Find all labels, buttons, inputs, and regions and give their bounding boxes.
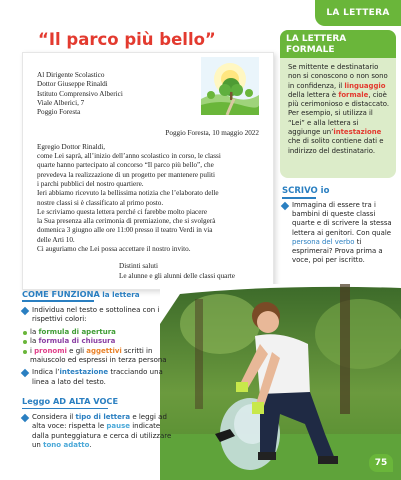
address-line: Al Dirigente Scolastico: [37, 71, 105, 79]
info-box-title: [280, 30, 396, 58]
info-title-line: LA LETTERA: [286, 34, 347, 44]
info-box-formal-letter: [280, 30, 396, 178]
body-line: Ci auguriamo che Lei possa accettare il nostro invito.: [37, 245, 191, 254]
divider: [22, 300, 94, 302]
diamond-bullet-icon: [21, 369, 29, 377]
sub-item: la formula di chiusura: [22, 337, 174, 346]
scrivi-io-title: SCRIVO io: [282, 186, 330, 196]
sub-item: i pronomi e gli aggettivi scritti in maiuscolo ed espressi in terza persona: [22, 347, 174, 366]
address-line: Dottor Giuseppe Rinaldi: [37, 80, 108, 89]
page-title: “Il parco più bello”: [38, 30, 216, 49]
body-line: delle Arti 10.: [37, 235, 75, 244]
sub-item: la formula di apertura: [22, 328, 174, 337]
info-box-text: Se mittente e destinatario non si conoscono o non sono in confidenza, il linguaggio della lettera è formale, cioè più cerimonioso e distaccato. Per esempio, si utilizza il “Lei” e alla lettera si aggiunge un’intestazione che di solito contiene dati e indirizzo del destinatario.: [288, 63, 390, 155]
letter-signature: [119, 262, 265, 281]
exercise-item: Considera il tipo di lettera e leggi ad alta voce: rispetta le pause indicate dalla punteggiatura e cerca di utilizzare un tono adatto.: [22, 413, 174, 451]
divider: [22, 408, 108, 410]
exercise-item: Indica l’intestazione tracciando una linea a lato del testo.: [22, 368, 174, 387]
dot-bullet-icon: [23, 331, 27, 335]
closing-line: Distinti saluti: [119, 262, 158, 271]
info-title-line: FORMALE: [286, 44, 335, 55]
exercise-panel: [22, 290, 174, 454]
body-line: domenica 3 giugno alle ore 11:00 presso il teatro Verdi in via: [37, 226, 213, 235]
letter-date: Poggio Foresta, 10 maggio 2022: [165, 129, 259, 138]
body-line: prevedeva la realizzazione di un progetto per mantenere puliti: [37, 170, 216, 179]
page-number: 75: [369, 454, 393, 472]
dot-bullet-icon: [23, 350, 27, 354]
diamond-bullet-icon: [21, 307, 29, 315]
body-line: Ieri abbiamo ricevuto la bellissima notizia che l’elaborato delle: [37, 189, 219, 198]
diamond-bullet-icon: [281, 202, 289, 210]
diamond-bullet-icon: [21, 414, 29, 422]
come-funziona-title: COME FUNZIONA la lettera: [22, 289, 140, 299]
body-line: nostre classi si è classificato al primo posto.: [37, 198, 164, 207]
body-line: la Sua presenza alla cerimonia di premiazione, che si svolgerà: [37, 217, 216, 226]
boy-picking-litter-photo: [160, 284, 401, 480]
exercise-item: Individua nel testo e sottolinea con i rispettivi colori:: [22, 306, 174, 325]
formal-letter: [22, 52, 274, 290]
letter-body: [37, 143, 265, 255]
signature-line: Le alunne e gli alunni delle classi quarte: [119, 271, 235, 280]
divider: [282, 197, 316, 199]
address-line: Istituto Comprensivo Alberici: [37, 89, 123, 98]
leggo-title: Leggo AD ALTA VOCE: [22, 396, 119, 407]
body-line: come Lei saprà, all’inizio dell’anno scolastico in corso, le classi: [37, 152, 221, 161]
address-line: Poggio Foresta: [37, 108, 81, 117]
address-line: Viale Alberici, 7: [37, 98, 85, 107]
section-tab: LA LETTERA: [315, 0, 401, 26]
park-illustration: [201, 57, 259, 115]
body-line: i parchi pubblici del nostro quartiere.: [37, 179, 144, 188]
body-line: quarte hanno partecipato al concorso “Il parco più bello”, che: [37, 161, 214, 170]
body-line: Egregio Dottor Rinaldi,: [37, 142, 106, 151]
scrivi-io-text: Immagina di essere tra i bambini di queste classi quarte e di scrivere la stessa lettera ai genitori. Con quale persona del verbo ti esprimerai? Prova prima a voce, poi per iscritto.: [282, 201, 398, 265]
body-line: Le scriviamo questa lettera perché ci farebbe molto piacere: [37, 207, 208, 216]
dot-bullet-icon: [23, 340, 27, 344]
